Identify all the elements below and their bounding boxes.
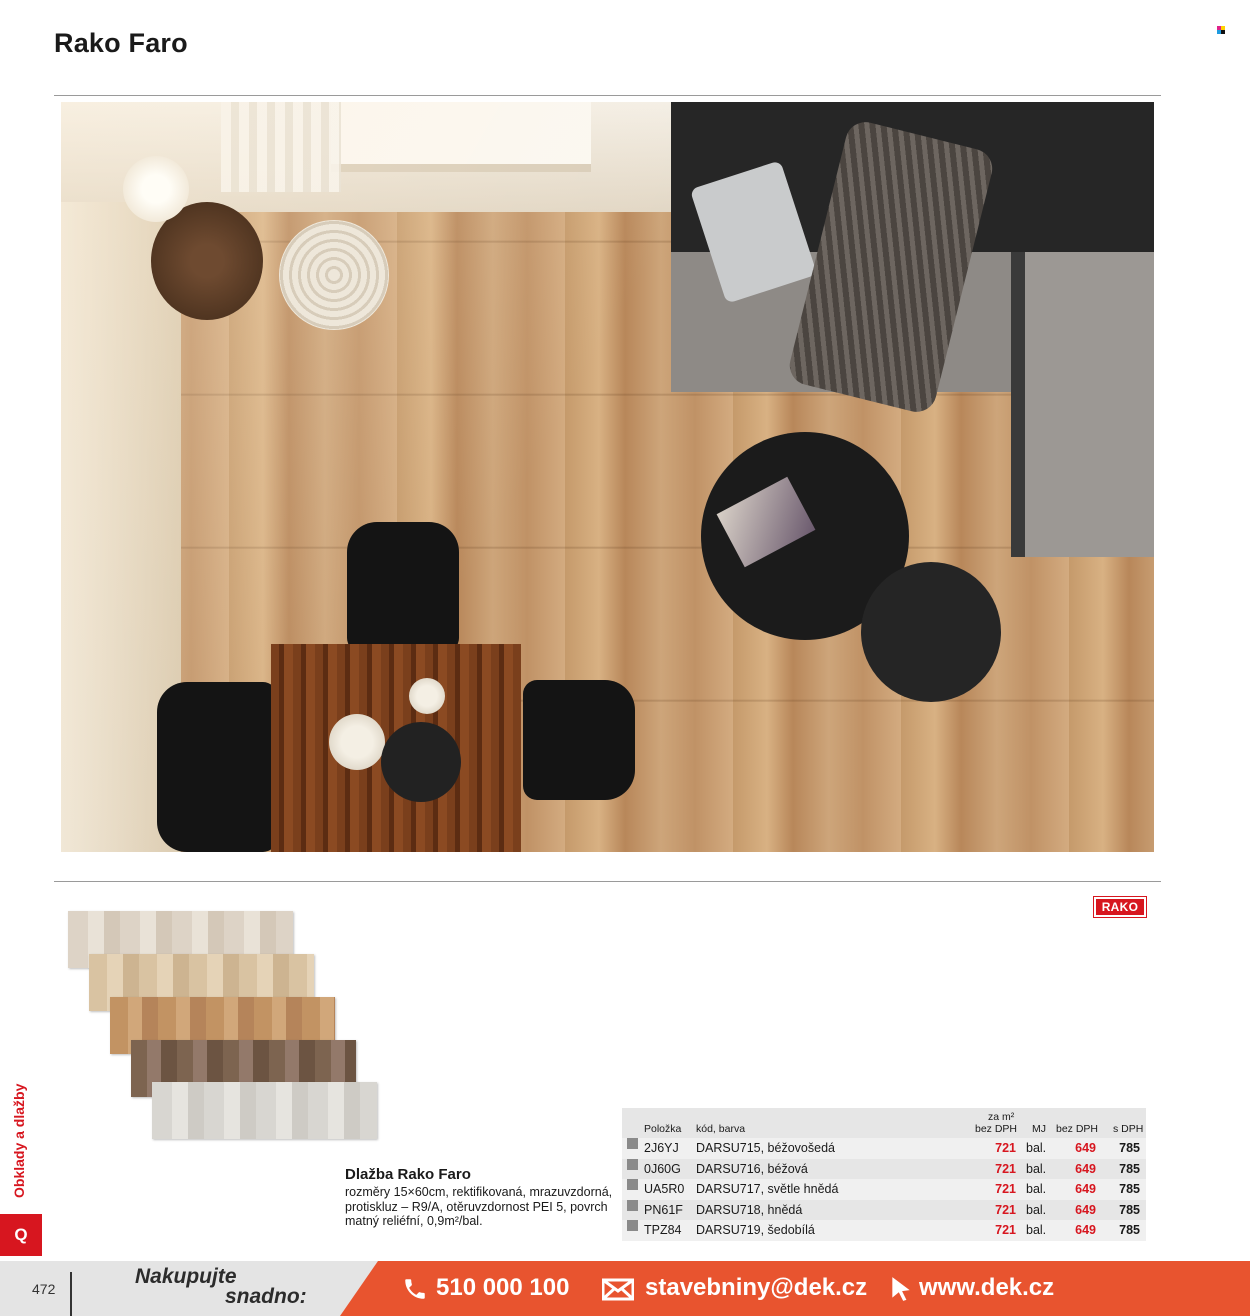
- table-row: [622, 1200, 1146, 1221]
- cell-s-dph: 785: [1119, 1182, 1140, 1196]
- section-label: Obklady a dlažby: [11, 1083, 27, 1198]
- slogan-line-1: Nakupujte: [135, 1265, 237, 1288]
- middle-divider: [54, 881, 1161, 882]
- table-row: [622, 1179, 1146, 1200]
- product-name: Dlažba Rako Faro: [345, 1166, 471, 1183]
- swatch-marker: [627, 1200, 638, 1211]
- cell-s-dph: 785: [1119, 1161, 1140, 1176]
- table-row: [622, 1159, 1146, 1180]
- swatch-marker: [627, 1159, 638, 1170]
- header-polozka: Položka: [644, 1123, 682, 1135]
- cell-mj: bal.: [1026, 1161, 1047, 1176]
- page-number: 472: [32, 1281, 56, 1297]
- cell-kod: DARSU715, béžovošedá: [696, 1141, 835, 1155]
- tile-swatch-sedobila: [152, 1082, 377, 1139]
- cell-bez-dph: 649: [1075, 1182, 1096, 1196]
- cell-mj: bal.: [1026, 1182, 1047, 1196]
- swatch-marker: [627, 1179, 638, 1190]
- swatch-marker: [627, 1138, 638, 1149]
- top-divider: [54, 95, 1161, 96]
- cell-mj: bal.: [1026, 1202, 1047, 1217]
- cell-bez-dph: 649: [1075, 1141, 1096, 1155]
- email-link[interactable]: stavebniny@dek.cz: [645, 1274, 868, 1301]
- cell-za-m2: 721: [995, 1202, 1016, 1217]
- rako-logo: RAKO: [1094, 897, 1146, 917]
- header-za-m2: za m²: [988, 1111, 1015, 1123]
- cell-kod: DARSU716, béžová: [696, 1161, 808, 1176]
- cell-za-m2: 721: [995, 1182, 1016, 1196]
- header-kod: kód, barva: [696, 1123, 746, 1135]
- cell-polozka: 2J6YJ: [644, 1141, 679, 1155]
- cell-za-m2: 721: [995, 1141, 1016, 1155]
- cell-bez-dph: 649: [1075, 1202, 1096, 1217]
- header-s-dph: s DPH: [1113, 1123, 1144, 1135]
- cell-mj: bal.: [1026, 1141, 1047, 1155]
- phone-link[interactable]: 510 000 100: [436, 1274, 570, 1301]
- header-bez-dph: bez DPH: [1056, 1123, 1099, 1135]
- cell-za-m2: 721: [995, 1223, 1016, 1237]
- footer-slogan: [135, 1267, 307, 1307]
- color-registration-mark: [1217, 26, 1226, 34]
- cell-s-dph: 785: [1119, 1223, 1140, 1237]
- cell-s-dph: 785: [1119, 1141, 1140, 1155]
- cell-s-dph: 785: [1119, 1202, 1140, 1217]
- cursor-icon: [890, 1276, 912, 1302]
- cell-kod: DARSU719, šedobílá: [696, 1223, 815, 1237]
- interior-photo: [61, 102, 1154, 852]
- product-description: rozměry 15×60cm, rektifikovaná, mrazuvzdorná, protiskluz – R9/A, otěruvzdornost PEI 5, povrch matný reliéfní, 0,9m²/bal.: [345, 1185, 613, 1229]
- header-za-m2-bez-dph: bez DPH: [975, 1123, 1018, 1135]
- web-link[interactable]: www.dek.cz: [919, 1274, 1055, 1301]
- table-row: [622, 1220, 1146, 1241]
- cell-polozka: 0J60G: [644, 1161, 681, 1176]
- envelope-icon: [602, 1276, 634, 1302]
- cell-bez-dph: 649: [1075, 1161, 1096, 1176]
- section-letter: Q: [0, 1214, 42, 1256]
- page-number-divider: [70, 1272, 72, 1316]
- cell-polozka: UA5R0: [644, 1182, 685, 1196]
- price-table-header: [622, 1108, 1146, 1138]
- price-table: [622, 1108, 1146, 1241]
- cell-polozka: PN61F: [644, 1202, 683, 1217]
- header-mj: MJ: [1032, 1123, 1046, 1135]
- swatch-marker: [627, 1220, 638, 1231]
- slogan-line-2: snadno:: [225, 1285, 307, 1308]
- cell-polozka: TPZ84: [644, 1223, 682, 1237]
- cell-kod: DARSU718, hnědá: [696, 1202, 803, 1217]
- page-title: Rako Faro: [54, 28, 188, 58]
- cell-mj: bal.: [1026, 1223, 1047, 1237]
- cell-za-m2: 721: [995, 1161, 1016, 1176]
- table-row: [622, 1138, 1146, 1159]
- cell-bez-dph: 649: [1075, 1223, 1096, 1237]
- phone-icon: [402, 1276, 428, 1302]
- cell-kod: DARSU717, světle hnědá: [696, 1182, 839, 1196]
